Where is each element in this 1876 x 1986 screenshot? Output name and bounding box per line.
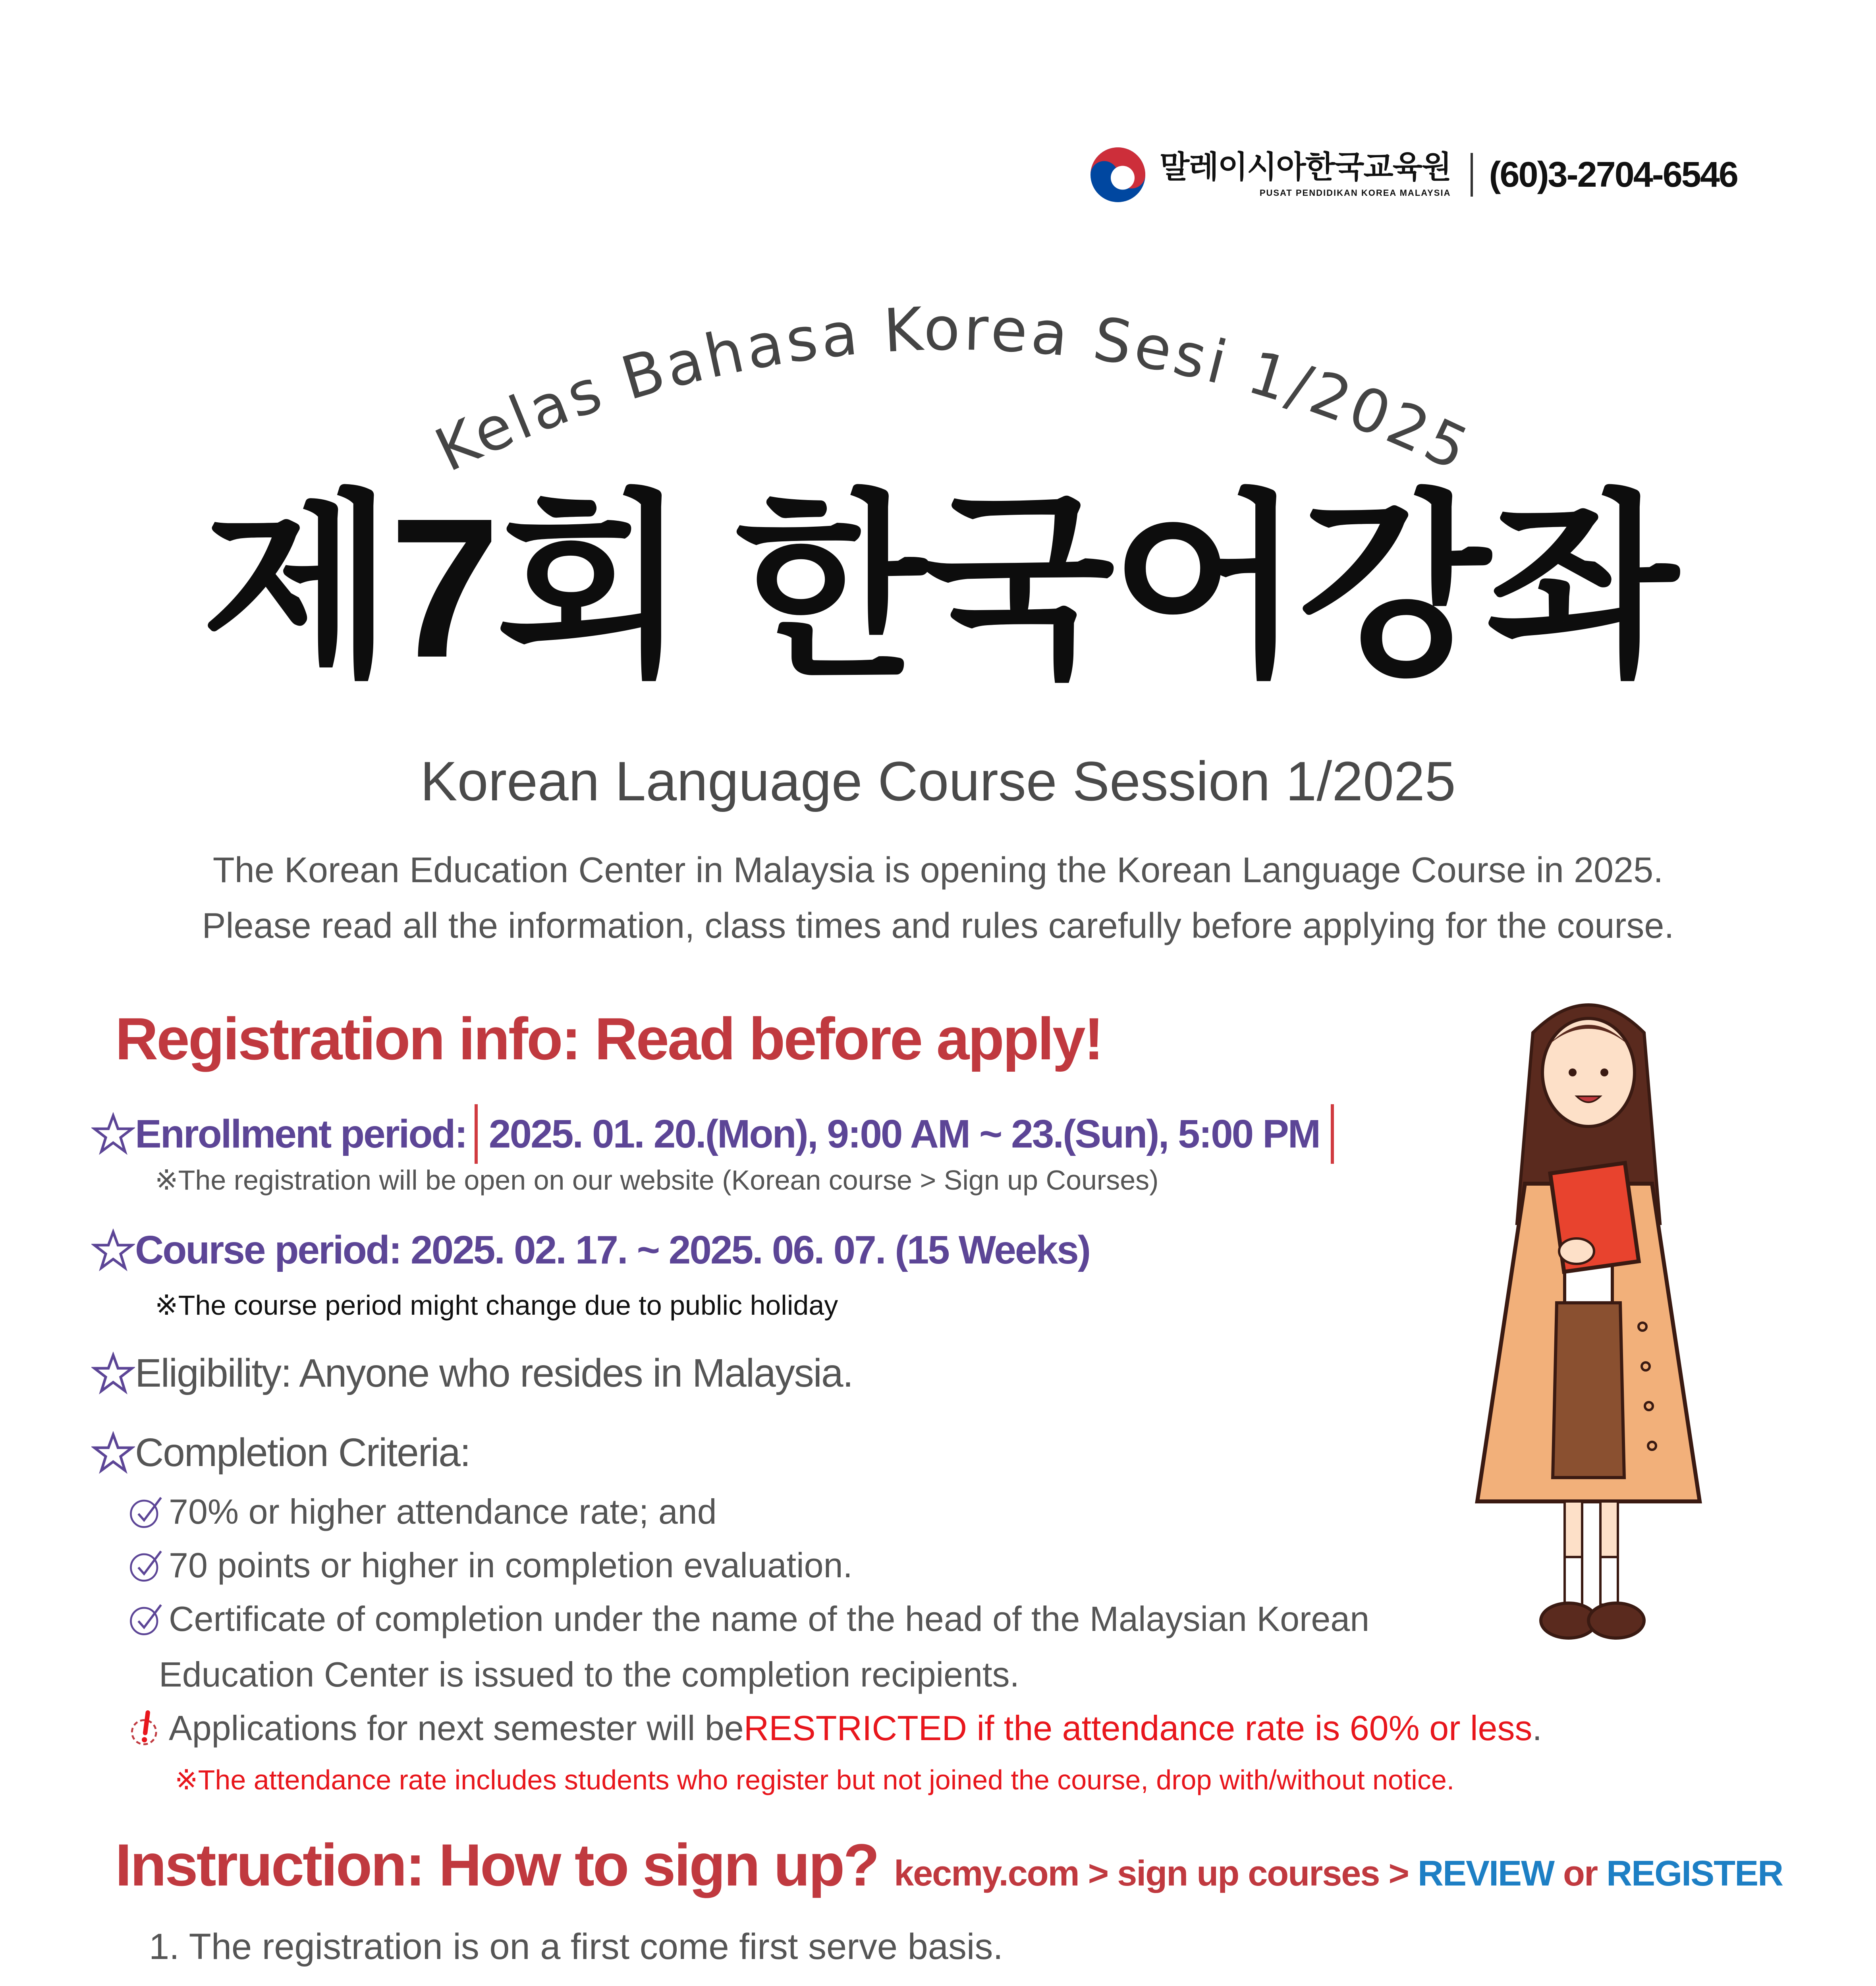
star-icon	[91, 1112, 135, 1156]
subtitle: Korean Language Course Session 1/2025	[420, 750, 1456, 812]
org-name-malay: PUSAT PENDIDIKAN KOREA MALAYSIA	[1259, 188, 1451, 198]
registration-heading: Registration info: Read before apply!	[115, 1005, 1102, 1072]
star-icon	[91, 1352, 135, 1395]
criteria-item	[127, 1545, 853, 1586]
enrollment-period	[91, 1104, 1334, 1164]
taegeuk-logo-icon	[1088, 145, 1148, 205]
warning-suffix: .	[1532, 1708, 1542, 1748]
course-period	[91, 1227, 1090, 1273]
warning-restricted: RESTRICTED if the attendance rate is 60% or less	[743, 1708, 1532, 1748]
attendance-note: ※The attendance rate includes students who register but not joined the course, drop with/without notice.	[175, 1764, 1455, 1795]
svg-text:Kelas Bahasa Korea Sesi 1/2025	[425, 295, 1481, 485]
header-phone: (60)3-2704-6546	[1489, 155, 1737, 195]
warning-prefix: Applications for next semester will be	[169, 1708, 744, 1748]
exclamation-icon	[127, 1710, 165, 1747]
review-link[interactable]: REVIEW	[1417, 1854, 1554, 1893]
eligibility-text: Eligibility: Anyone who resides in Malaysia.	[135, 1351, 853, 1395]
course-note: ※The course period might change due to public holiday	[155, 1290, 838, 1321]
criteria-item	[127, 1491, 717, 1532]
signup-path-prefix: kecmy.com > sign up courses >	[894, 1854, 1418, 1893]
enrollment-label: Enrollment period:	[135, 1111, 467, 1156]
completion-criteria	[91, 1430, 470, 1476]
signup-path	[894, 1853, 1783, 1894]
attendance-warning	[127, 1708, 1542, 1748]
star-icon	[91, 1431, 135, 1475]
register-link[interactable]: REGISTER	[1606, 1854, 1783, 1893]
enrollment-note: ※The registration will be open on our website (Korean course > Sign up Courses)	[155, 1165, 1159, 1196]
student-illustration	[1438, 985, 1739, 1684]
instruction-heading-row	[115, 1831, 1783, 1898]
org-name-korean: 말레이시아한국교육원	[1160, 149, 1451, 184]
curved-title	[397, 278, 1509, 500]
main-title: 제7회 한국어강좌	[202, 477, 1674, 699]
signup-path-or: or	[1554, 1854, 1607, 1893]
course-period-text: Course period: 2025. 02. 17. ~ 2025. 06. 07. (15 Weeks)	[135, 1228, 1090, 1272]
enrollment-value: 2025. 01. 20.(Mon), 9:00 AM ~ 23.(Sun), 5:00 PM	[475, 1104, 1334, 1164]
intro-line-1: The Korean Education Center in Malaysia is opening the Korean Language Course in 2025.	[212, 850, 1664, 890]
check-icon	[127, 1547, 165, 1584]
header-divider	[1471, 153, 1473, 197]
intro-line-2: Please read all the information, class times and rules carefully before applying for the course.	[202, 906, 1674, 946]
step-1: 1. The registration is on a first come first serve basis.	[149, 1926, 1003, 1967]
criteria-text: 70% or higher attendance rate; and	[169, 1492, 717, 1531]
curved-title-text: Kelas Bahasa Korea Sesi 1/2025	[425, 294, 1481, 486]
header-logo	[1088, 141, 1737, 209]
criteria-text: Certificate of completion under the name of the head of the Malaysian Korean	[169, 1599, 1370, 1638]
check-icon	[127, 1493, 165, 1531]
instruction-heading: Instruction: How to sign up?	[115, 1831, 878, 1898]
criteria-text: 70 points or higher in completion evaluation.	[169, 1546, 853, 1585]
criteria-text-continued: Education Center is issued to the completion recipients.	[159, 1655, 1019, 1694]
star-icon	[91, 1229, 135, 1272]
check-icon	[127, 1600, 165, 1638]
completion-heading: Completion Criteria:	[135, 1430, 470, 1475]
criteria-item	[127, 1599, 1369, 1639]
eligibility	[91, 1350, 853, 1396]
